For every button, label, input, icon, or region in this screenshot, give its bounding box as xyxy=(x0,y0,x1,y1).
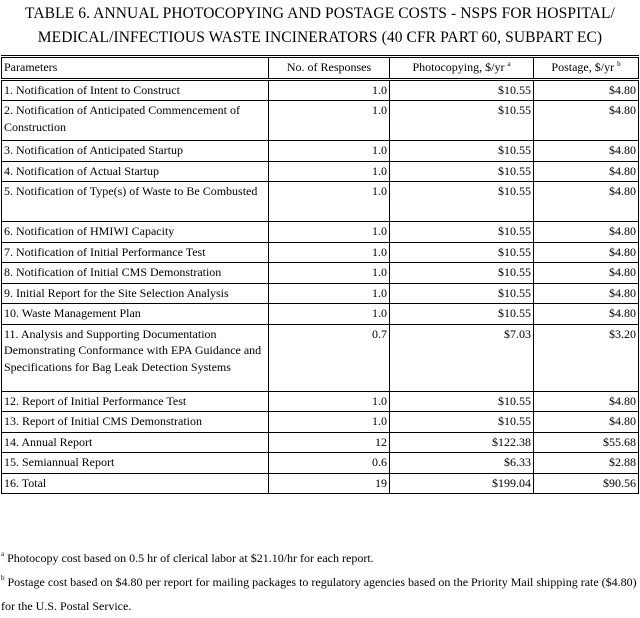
cell-postage: $3.20 xyxy=(534,324,639,391)
header-postage: Postage, $/yr $^b$ xyxy=(534,57,639,80)
table-row xyxy=(2,182,639,222)
cell-postage: $4.80 xyxy=(534,263,639,284)
cell-postage: $4.80 xyxy=(534,101,639,141)
header-responses: No. of Responses xyxy=(269,57,390,80)
cell-parameter: 16. Total xyxy=(2,473,269,494)
cell-responses: 1.0 xyxy=(269,182,390,222)
cell-postage: $4.80 xyxy=(534,161,639,182)
cell-parameter: 10. Waste Management Plan xyxy=(2,304,269,325)
cell-responses: 1.0 xyxy=(269,391,390,412)
cell-responses: 1.0 xyxy=(269,242,390,263)
cell-responses: 1.0 xyxy=(269,263,390,284)
footnote-mark-b: b xyxy=(617,60,621,68)
table-row xyxy=(2,161,639,182)
cell-responses: 1.0 xyxy=(269,101,390,141)
cell-postage: $4.80 xyxy=(534,412,639,433)
cell-responses: 1.0 xyxy=(269,79,390,101)
cell-parameter: 9. Initial Report for the Site Selection Analysis xyxy=(2,283,269,304)
cell-parameter: 1. Notification of Intent to Construct xyxy=(2,79,269,101)
cell-postage: $4.80 xyxy=(534,182,639,222)
cell-photocopying: $10.55 xyxy=(390,222,534,243)
cell-photocopying: $199.04 xyxy=(390,473,534,494)
footnote-a: $^a$ Photocopy cost based on 0.5 hr of clerical labor at $21.10/hr for each report. xyxy=(1,550,374,565)
table-row xyxy=(2,412,639,433)
cell-photocopying: $10.55 xyxy=(390,182,534,222)
cell-photocopying: $10.55 xyxy=(390,161,534,182)
cell-postage: $90.56 xyxy=(534,473,639,494)
cell-photocopying: $7.03 xyxy=(390,324,534,391)
cell-postage: $4.80 xyxy=(534,79,639,101)
cell-photocopying: $10.55 xyxy=(390,242,534,263)
cell-responses: 0.7 xyxy=(269,324,390,391)
cell-responses: 1.0 xyxy=(269,304,390,325)
header-photocopying: Photocopying, $/yr $^a$ xyxy=(390,57,534,80)
table-row xyxy=(2,324,639,391)
costs-table xyxy=(1,55,639,494)
cell-postage: $4.80 xyxy=(534,141,639,162)
title-line-2: MEDICAL/INFECTIOUS WASTE INCINERATORS (40 CFR PART 60, SUBPART EC) xyxy=(37,29,603,46)
cell-parameter: 6. Notification of HMIWI Capacity xyxy=(2,222,269,243)
table-row xyxy=(2,263,639,284)
cell-parameter: 13. Report of Initial CMS Demonstration xyxy=(2,412,269,433)
cell-photocopying: $10.55 xyxy=(390,283,534,304)
table-row xyxy=(2,432,639,453)
cell-parameter: 11. Analysis and Supporting Documentation Demonstrating Conformance with EPA Guidance and Specifications for Bag Leak Detection Systems xyxy=(2,324,269,391)
table-row xyxy=(2,453,639,474)
table-row xyxy=(2,141,639,162)
cell-parameter: 8. Notification of Initial CMS Demonstration xyxy=(2,263,269,284)
cell-responses: 0.6 xyxy=(269,453,390,474)
table-row-total xyxy=(2,473,639,494)
cell-parameter: 3. Notification of Anticipated Startup xyxy=(2,141,269,162)
footnote-b: $^b$ Postage cost based on $4.80 per report for mailing packages to regulatory agencies based on the Priority Mail shipping rate ($4.80) for the U.S. Postal Service. xyxy=(1,574,637,613)
cell-photocopying: $10.55 xyxy=(390,412,534,433)
table-row xyxy=(2,304,639,325)
cell-parameter: 15. Semiannual Report xyxy=(2,453,269,474)
table-row xyxy=(2,222,639,243)
cell-photocopying: $10.55 xyxy=(390,304,534,325)
footnotes xyxy=(1,546,637,618)
cell-responses: 1.0 xyxy=(269,141,390,162)
cell-parameter: 5. Notification of Type(s) of Waste to Be Combusted xyxy=(2,182,269,222)
cell-postage: $4.80 xyxy=(534,222,639,243)
header-parameters: Parameters xyxy=(2,57,269,80)
cell-responses: 1.0 xyxy=(269,283,390,304)
cell-photocopying: $10.55 xyxy=(390,141,534,162)
table-header-row xyxy=(2,57,639,80)
cell-parameter: 2. Notification of Anticipated Commencement of Construction xyxy=(2,101,269,141)
cell-parameter: 7. Notification of Initial Performance Test xyxy=(2,242,269,263)
cell-photocopying: $6.33 xyxy=(390,453,534,474)
cell-postage: $55.68 xyxy=(534,432,639,453)
cell-postage: $4.80 xyxy=(534,283,639,304)
cell-responses: 1.0 xyxy=(269,222,390,243)
cell-photocopying: $10.55 xyxy=(390,391,534,412)
cell-photocopying: $10.55 xyxy=(390,101,534,141)
cell-responses: 1.0 xyxy=(269,161,390,182)
cell-parameter: 12. Report of Initial Performance Test xyxy=(2,391,269,412)
cell-postage: $4.80 xyxy=(534,304,639,325)
cell-parameter: 14. Annual Report xyxy=(2,432,269,453)
footnote-mark-a: a xyxy=(507,60,511,68)
cell-photocopying: $122.38 xyxy=(390,432,534,453)
cell-photocopying: $10.55 xyxy=(390,263,534,284)
table-row xyxy=(2,283,639,304)
cell-parameter: 4. Notification of Actual Startup xyxy=(2,161,269,182)
cell-responses: 12 xyxy=(269,432,390,453)
cell-postage: $4.80 xyxy=(534,242,639,263)
cell-postage: $4.80 xyxy=(534,391,639,412)
cell-photocopying: $10.55 xyxy=(390,79,534,101)
table-row xyxy=(2,242,639,263)
table-row xyxy=(2,391,639,412)
cell-postage: $2.88 xyxy=(534,453,639,474)
cell-responses: 19 xyxy=(269,473,390,494)
table-title xyxy=(0,0,640,50)
title-line-1: TABLE 6. ANNUAL PHOTOCOPYING AND POSTAGE COSTS - NSPS FOR HOSPITAL/ xyxy=(25,5,615,22)
table-row xyxy=(2,101,639,141)
table-row xyxy=(2,79,639,101)
cell-responses: 1.0 xyxy=(269,412,390,433)
